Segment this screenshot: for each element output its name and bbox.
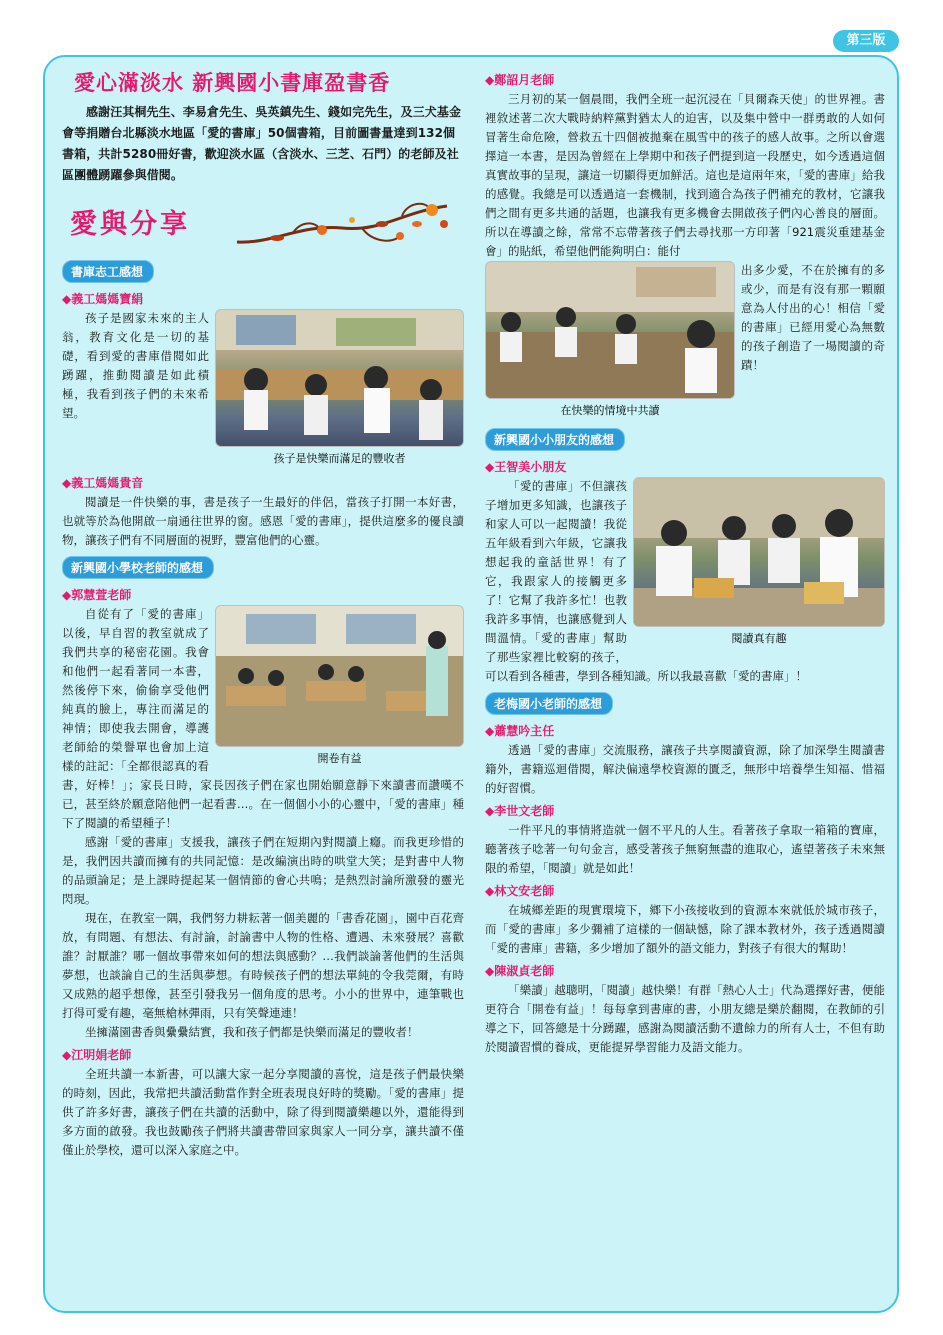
article-body: 開卷有益 自從有了「愛的書庫」以後，早自習的教室就成了我們共享的秘密花園。我會和他們一起看著同一本書，然後停下來，偷偷享受他們純真的臉上，專注而滿足的神情；即使我去開會，導護老師給的榮譽單也會加上這樣的註記：「全都很認真的看書，好棒！」；家長日時，家長因孩子們在家也開始願意靜下來讀書而讚嘆不已，甚至終於願意陪他們一起看書…。在一個個小小的心靈中，「愛的書庫」種下了閱讀的希望種子！ 感謝「愛的書庫」支援我，讓孩子們在短期內對閱讀上癮。而我更珍惜的是，我們因共讀而擁有的共同記憶：是改編演出時的哄堂大笑；是對書中人物的品頭論足；是上課時提起某一個情節的會心共鳴；是熱烈討論所激發的靈光閃現。 現在，在教室一隅，我們努力耕耘著一個美麗的「書香花園」，園中百花齊放，有問題、有想法、有討論，討論書中人物的性格、遭遇、未來發展？喜歡誰？討厭誰？哪一個故事帶來如何的想法與感動？…我們談論著他們的生活與夢想，也談論自己的生活與夢想。有時候孩子們的想法單純的令我莞爾，有時又成熟的超乎想像，甚至引發我另一個角度的思考。小小的世界中，連筆戰也打得可愛有趣，毫無槍林彈雨，只有笑聲連連！ 坐擁滿園書香與纍纍結實，我和孩子們都是快樂而滿足的豐收者！ xyxy=(62,607,464,1039)
article-body: 透過「愛的書庫」交流服務，讓孩子共享閱讀資源，除了加深學生閱讀書籍外，書籍巡迴借閱，解決偏遠學校資源的匱乏，無形中培養學生知福、惜福的好習慣。 xyxy=(485,743,885,795)
author-name: ◆鄭詔月老師 xyxy=(485,73,555,87)
left-column xyxy=(62,67,464,1160)
author-name: ◆王智美小朋友 xyxy=(485,460,567,474)
students-reading-photo xyxy=(633,477,885,627)
author-name: ◆義工媽媽貴音 xyxy=(62,476,144,490)
feature-banner xyxy=(62,194,464,254)
photo-caption: 開卷有益 xyxy=(317,752,362,765)
feature-title: 愛與分享 xyxy=(70,209,190,240)
page-number-tag: 第三版 xyxy=(833,30,899,52)
article-body: 一件平凡的事情將造就一個不平凡的人生。看著孩子拿取一箱箱的寶庫，聽著孩子唸著一句句金言，感受著孩子無窮無盡的進取心，遙望著孩子未來無限的希望，「閱讀」就是如此！ xyxy=(485,823,885,875)
author-name: ◆陳淑貞老師 xyxy=(485,964,555,978)
article-body: 「樂讀」越聰明，「閱讀」越快樂！有群「熱心人士」代為選擇好書，便能更符合「開卷有益」！每每拿到書庫的書，小朋友總是樂於翻閱，在教師的引導之下，回答總是十分踴躍，感謝為閱讀活動不遺餘力的所有人士，不但有助於閱讀習慣的養成，更能提昇學習能力及語文能力。 xyxy=(485,983,885,1054)
section-heading-students: 新興國小小朋友的感想 xyxy=(485,428,625,451)
article-body: 三月初的某一個晨間，我們全班一起沉浸在「貝爾森天使」的世界裡。書裡敘述著二次大戰時納粹黨對猶太人的迫害，以及集中營中一群勇敢的人如何冒著生命危險，營救五十四個被拋棄在風雪中的孩子的感人故事。之所以會選擇這一本書，是因為曾經在上學期中和孩子們提到這一段歷史，如今透過這個真實故事的呈現，讓這一切顯得更加鮮活。這也是這兩年來，「愛的書庫」給我的感覺。我總是可以透過這一套機制，找到適合為孩子們補充的教材，它讓我們之間有更多共通的話題，也讓我有更多機會去開啟孩子們內心善良的層面。所以在導讀之餘，常常不忘帶著孩子們去尋找那一方印著「921震災重建基金會」的貼紙，希望他們能夠明白：能付 在快樂的情境中共讀 出多少愛，不在於擁有的多或少，而是有沒有那一顆願意為人付出的心！相信「愛的書庫」已經用愛心為無數的孩子創造了一場閱讀的奇蹟！ xyxy=(485,90,885,422)
article-body: 閱讀是一件快樂的事，書是孩子一生最好的伴侶，當孩子打開一本好書，也就等於為他開啟一扇通往世界的窗。感恩「愛的書庫」，提供這麼多的優良讀物，讓孩子們有不同層面的視野，豐富他們的心靈。 xyxy=(62,495,464,547)
article-body: 全班共讀一本新書，可以讓大家一起分享閱讀的喜悅，這是孩子們最快樂的時刻，因此，我常把共讀活動當作對全班表現良好時的獎勵。「愛的書庫」提供了許多好書，讓孩子們在共讀的活動中，除了得到閱讀樂趣以外，還能得到多方面的啟發。我也鼓勵孩子們將共讀書帶回家與家人一同分享，讓共讀不僅僅止於學校，還可以深入家庭之中。 xyxy=(62,1067,464,1157)
author-name: ◆江明娟老師 xyxy=(62,1048,132,1062)
classroom-photo xyxy=(215,309,464,447)
article-body: 在城鄉差距的現實環境下，鄉下小孩接收到的資源本來就低於城市孩子，而「愛的書庫」多少彌補了這樣的一個缺憾，除了課本教材外，孩子透過閱讀「愛的書庫」書籍，多少增加了額外的語文能力，對孩子有很大的幫助！ xyxy=(485,903,885,955)
headline: 愛心滿淡水 新興國小書庫盈書香 xyxy=(74,70,391,95)
photo-caption: 閱讀真有趣 xyxy=(731,632,787,645)
article-body: 孩子是快樂而滿足的豐收者 孩子是國家未來的主人翁，教育文化是一切的基礎，看到愛的書庫借閱如此踴躍，推動閱讀是如此積極，我看到孩子們的未來希望。 xyxy=(62,309,464,470)
photo-figure xyxy=(215,309,464,468)
photo-caption: 在快樂的情境中共讀 xyxy=(560,404,660,417)
section-heading-laomei-teachers: 老梅國小老師的感想 xyxy=(485,692,613,715)
article-body: 閱讀真有趣 「愛的書庫」不但讓孩子增加更多知識，也讓孩子和家人可以一起閱讀！我從五年級看到六年級，它讓我想起我的童話世界！有了它，我跟家人的接觸更多了！它幫了我許多忙！也教我許多事情，也讓感覺到人間溫情。「愛的書庫」幫助了那些家裡比較窮的孩子，可以看到各種書，學到各種知識。所以我最喜歡「愛的書庫」！ xyxy=(485,477,885,686)
photo-figure xyxy=(633,477,885,648)
section-heading-volunteers: 書庫志工感想 xyxy=(62,260,154,283)
classroom-photo xyxy=(485,261,735,399)
section-heading-teachers: 新興國小學校老師的感想 xyxy=(62,556,214,579)
intro-paragraph: 感謝汪其桐先生、李易倉先生、吳英鎮先生、錢如完先生，及三犬基金會等捐贈台北縣淡水地區「愛的書庫」50個書箱，目前圖書量達到132個書箱，共計5280冊好書，歡迎淡水區（含淡水、三芝、石門）的老師及社區團體踴躍參與借閱。 xyxy=(62,105,462,182)
author-name: ◆郭慧萱老師 xyxy=(62,588,132,602)
right-column xyxy=(485,67,885,1057)
photo-figure xyxy=(485,261,735,420)
floral-vine-decoration xyxy=(232,194,462,254)
author-name: ◆蕭慧吟主任 xyxy=(485,724,555,738)
newsletter-panel xyxy=(43,55,899,1313)
photo-caption: 孩子是快樂而滿足的豐收者 xyxy=(273,452,406,465)
classroom-photo xyxy=(215,605,464,747)
author-name: ◆林文安老師 xyxy=(485,884,555,898)
photo-figure xyxy=(215,605,464,768)
author-name: ◆李世文老師 xyxy=(485,804,555,818)
author-name: ◆義工媽媽寶絹 xyxy=(62,292,144,306)
